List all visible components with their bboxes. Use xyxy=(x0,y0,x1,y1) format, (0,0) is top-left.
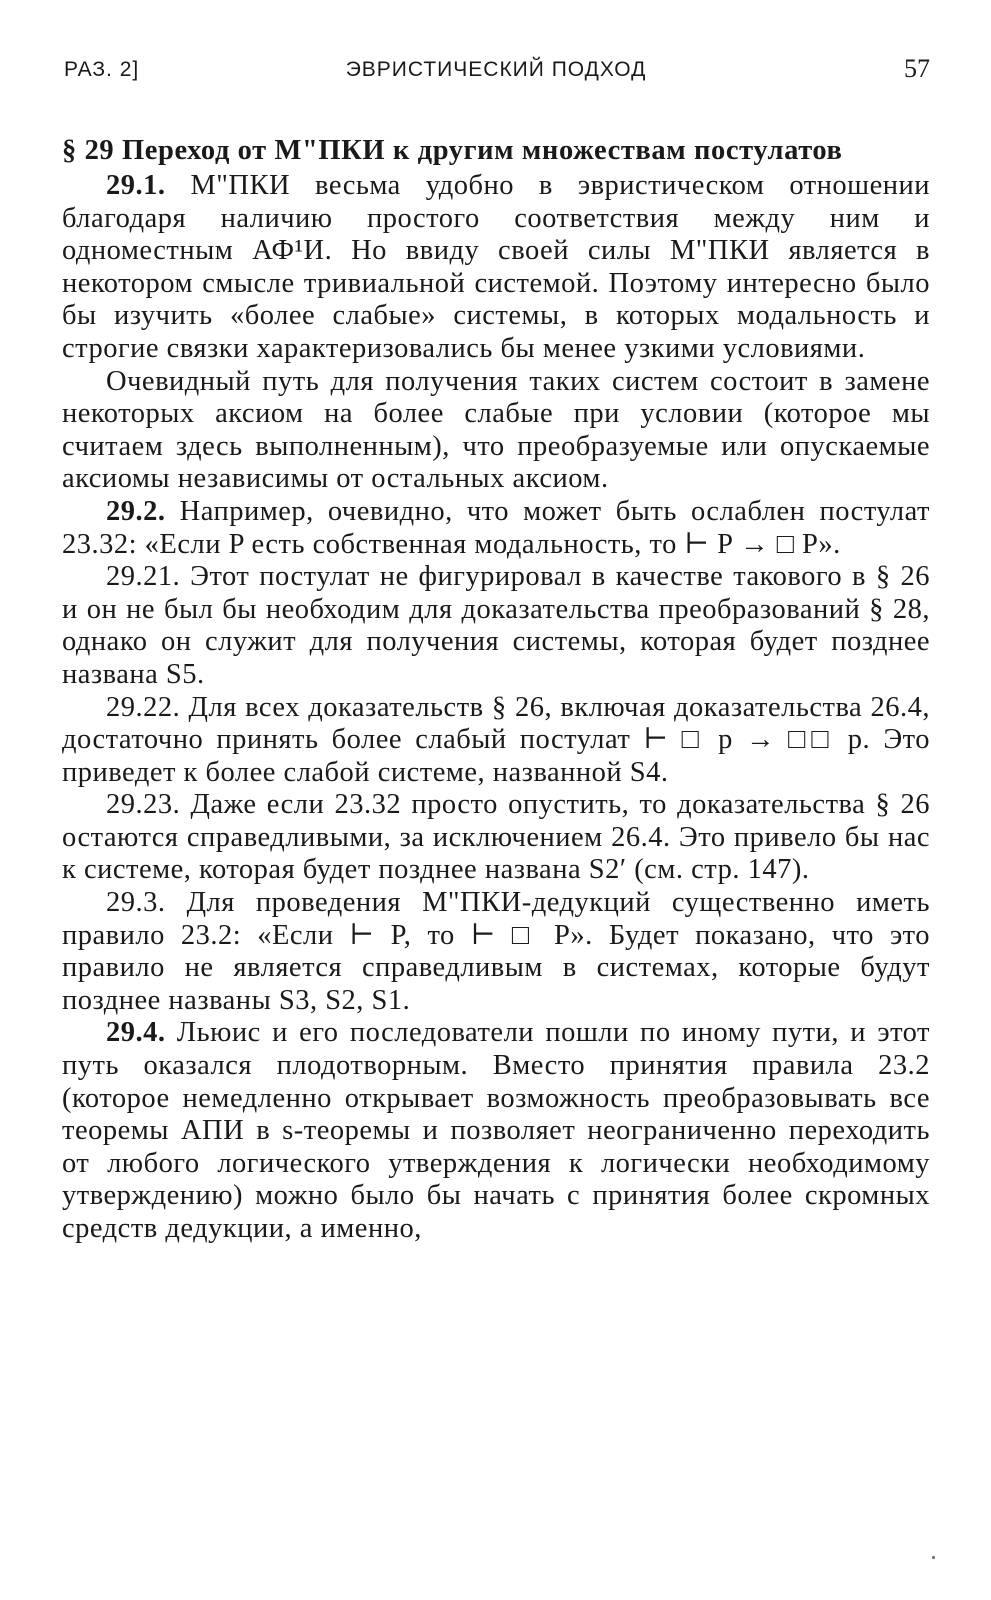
paragraph-text: 29.3. Для проведения М"ПКИ-дедукций существенно иметь правило 23.2: «Если ⊢ P, то ⊢ □ P». Будет показано, что это правило не является справедливым в системах, которые будут позднее названы S3, S2, S1. xyxy=(62,887,930,1016)
paragraph xyxy=(62,366,930,496)
paragraph xyxy=(62,170,930,366)
paragraph-number: 29.2. xyxy=(106,495,166,527)
paragraph xyxy=(62,561,930,691)
paragraph-text: 29.21. Этот постулат не фигурировал в качестве такового в § 26 и он не был бы необходим для доказательства преобразований § 28, однако он служит для получения системы, которая будет позднее названа S5. xyxy=(62,561,930,690)
paragraph xyxy=(62,789,930,887)
book-page xyxy=(62,48,930,1246)
paragraph-text: М"ПКИ весьма удобно в эвристическом отношении благодаря наличию простого соответствия между ним и одноместным АФ¹И. Но ввиду своей силы М"ПКИ является в некотором смысле тривиальной системой. Поэтому интересно было бы изучить «более слабые» системы, в которых модальность и строгие связки характеризовались бы менее узкими условиями. xyxy=(62,170,930,364)
paragraph xyxy=(62,496,930,561)
section-title: § 29 Переход от М"ПКИ к другим множествам постулатов xyxy=(62,135,843,166)
paragraph-text: Например, очевидно, что может быть ослаблен постулат 23.32: «Если P есть собственная модальность, то ⊢ P → □ P». xyxy=(62,495,930,560)
paragraph-text: 29.23. Даже если 23.32 просто опустить, то доказательства § 26 остаются справедливыми, за исключением 26.4. Это привело бы нас к системе, которая будет позднее названа S2′ (см. стр. 147). xyxy=(62,789,930,886)
page-number: 57 xyxy=(904,54,930,83)
paragraph xyxy=(62,887,930,1017)
body-text xyxy=(62,170,930,1246)
paragraph-text: Льюис и его последователи пошли по иному пути, и этот путь оказался плодотворным. Вместо принятия правила 23.2 (которое немедленно открывает возможность преобразовывать все теоремы АПИ в s-теоремы и позволяет неограниченно переходить от любого логического утверждения к логически необходимому утверждению) можно было бы начать с принятия более скромных средств дедукции, а именно, xyxy=(62,1017,930,1244)
paragraph-text: 29.22. Для всех доказательств § 26, включая доказательства 26.4, достаточно принять более слабый постулат ⊢ □ p → □□ p. Это приведет к более слабой системе, названной S4. xyxy=(62,691,930,788)
chapter-ref: РАЗ. 2] xyxy=(64,58,140,81)
paragraph xyxy=(62,692,930,790)
print-speck xyxy=(932,1556,935,1559)
paragraph xyxy=(62,1017,930,1245)
paragraph-number: 29.4. xyxy=(106,1017,166,1049)
running-head xyxy=(62,48,930,94)
running-title: ЭВРИСТИЧЕСКИЙ ПОДХОД xyxy=(345,58,647,81)
paragraph-text: Очевидный путь для получения таких систем состоит в замене некоторых аксиом на более слабые при условии (которое мы считаем здесь выполненным), что преобразуемые или опускаемые аксиомы независимы от остальных аксиом. xyxy=(62,365,930,495)
paragraph-number: 29.1. xyxy=(106,170,166,201)
